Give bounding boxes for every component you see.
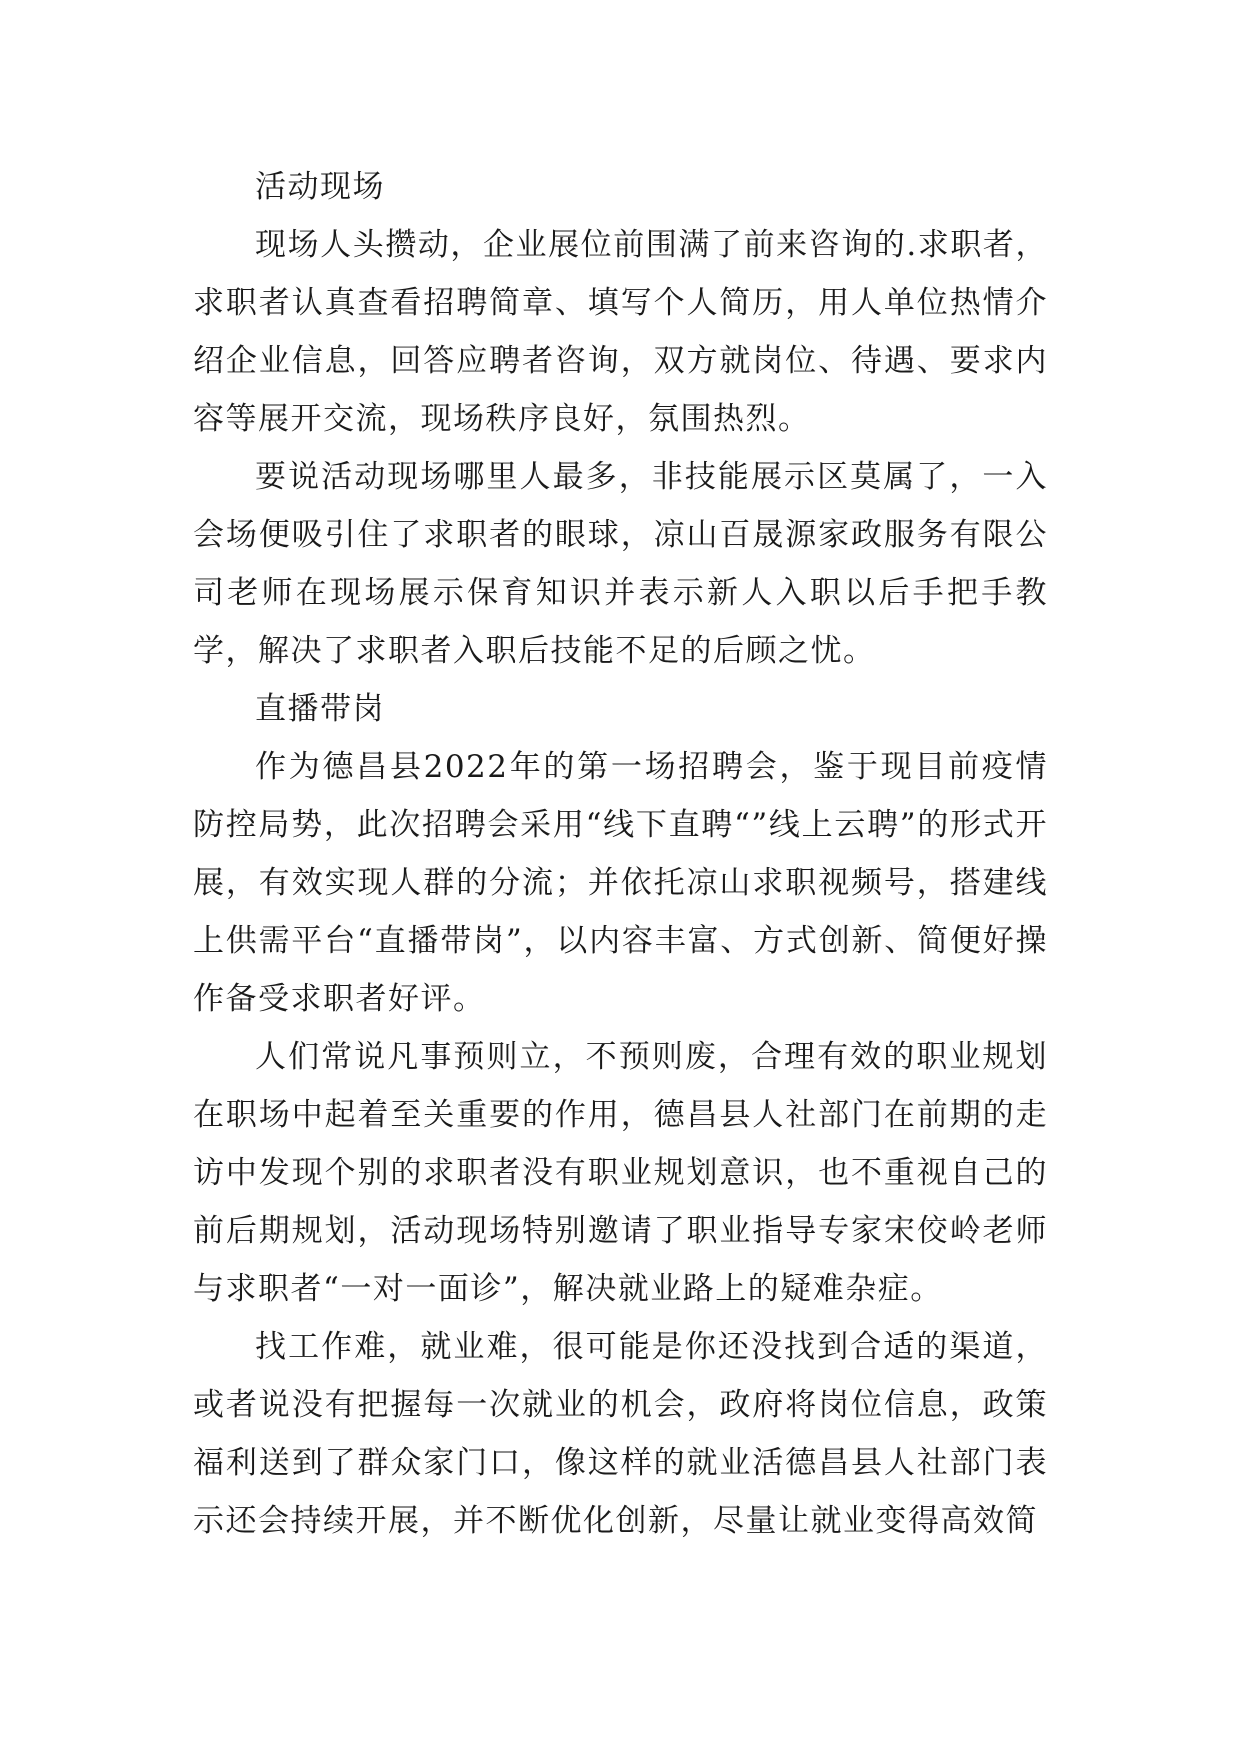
- section-heading-livestream-jobs: 直播带岗: [255, 691, 385, 727]
- paragraph-4: 人们常说凡事预则立，不预则废，合理有效的职业规划在职场中起着至关重要的作用，德昌县人社部门在前期的走访中发现个别的求职者没有职业规划意识，也不重视自己的前后期规划，活动现场特别邀请了职业指导专家宋佼岭老师与求职者“一对一面诊”，解决就业路上的疑难杂症。: [193, 1039, 1048, 1307]
- paragraph-5: 找工作难，就业难，很可能是你还没找到合适的渠道，或者说没有把握每一次就业的机会，政府将岗位信息，政策福利送到了群众家门口，像这样的就业活德昌县人社部门表示还会持续开展，并不断优化创新，尽量让就业变得高效简: [193, 1329, 1048, 1539]
- paragraph-1: 现场人头攒动，企业展位前围满了前来咨询的.求职者，求职者认真查看招聘简章、填写个人简历，用人单位热情介绍企业信息，回答应聘者咨询，双方就岗位、待遇、要求内容等展开交流，现场秩序良好，氛围热烈。: [193, 227, 1048, 437]
- paragraph-3: 作为德昌县2022年的第一场招聘会，鉴于现目前疫情防控局势，此次招聘会采用“线下直聘“”线上云聘”的形式开展，有效实现人群的分流；并依托凉山求职视频号，搭建线上供需平台“直播带岗”，以内容丰富、方式创新、简便好操作备受求职者好评。: [193, 749, 1048, 1017]
- document-page: [193, 158, 1048, 1550]
- section-heading-activity-scene: 活动现场: [255, 169, 385, 205]
- paragraph-2: 要说活动现场哪里人最多，非技能展示区莫属了，一入会场便吸引住了求职者的眼球，凉山百晟源家政服务有限公司老师在现场展示保育知识并表示新人入职以后手把手教学，解决了求职者入职后技能不足的后顾之忧。: [193, 459, 1048, 669]
